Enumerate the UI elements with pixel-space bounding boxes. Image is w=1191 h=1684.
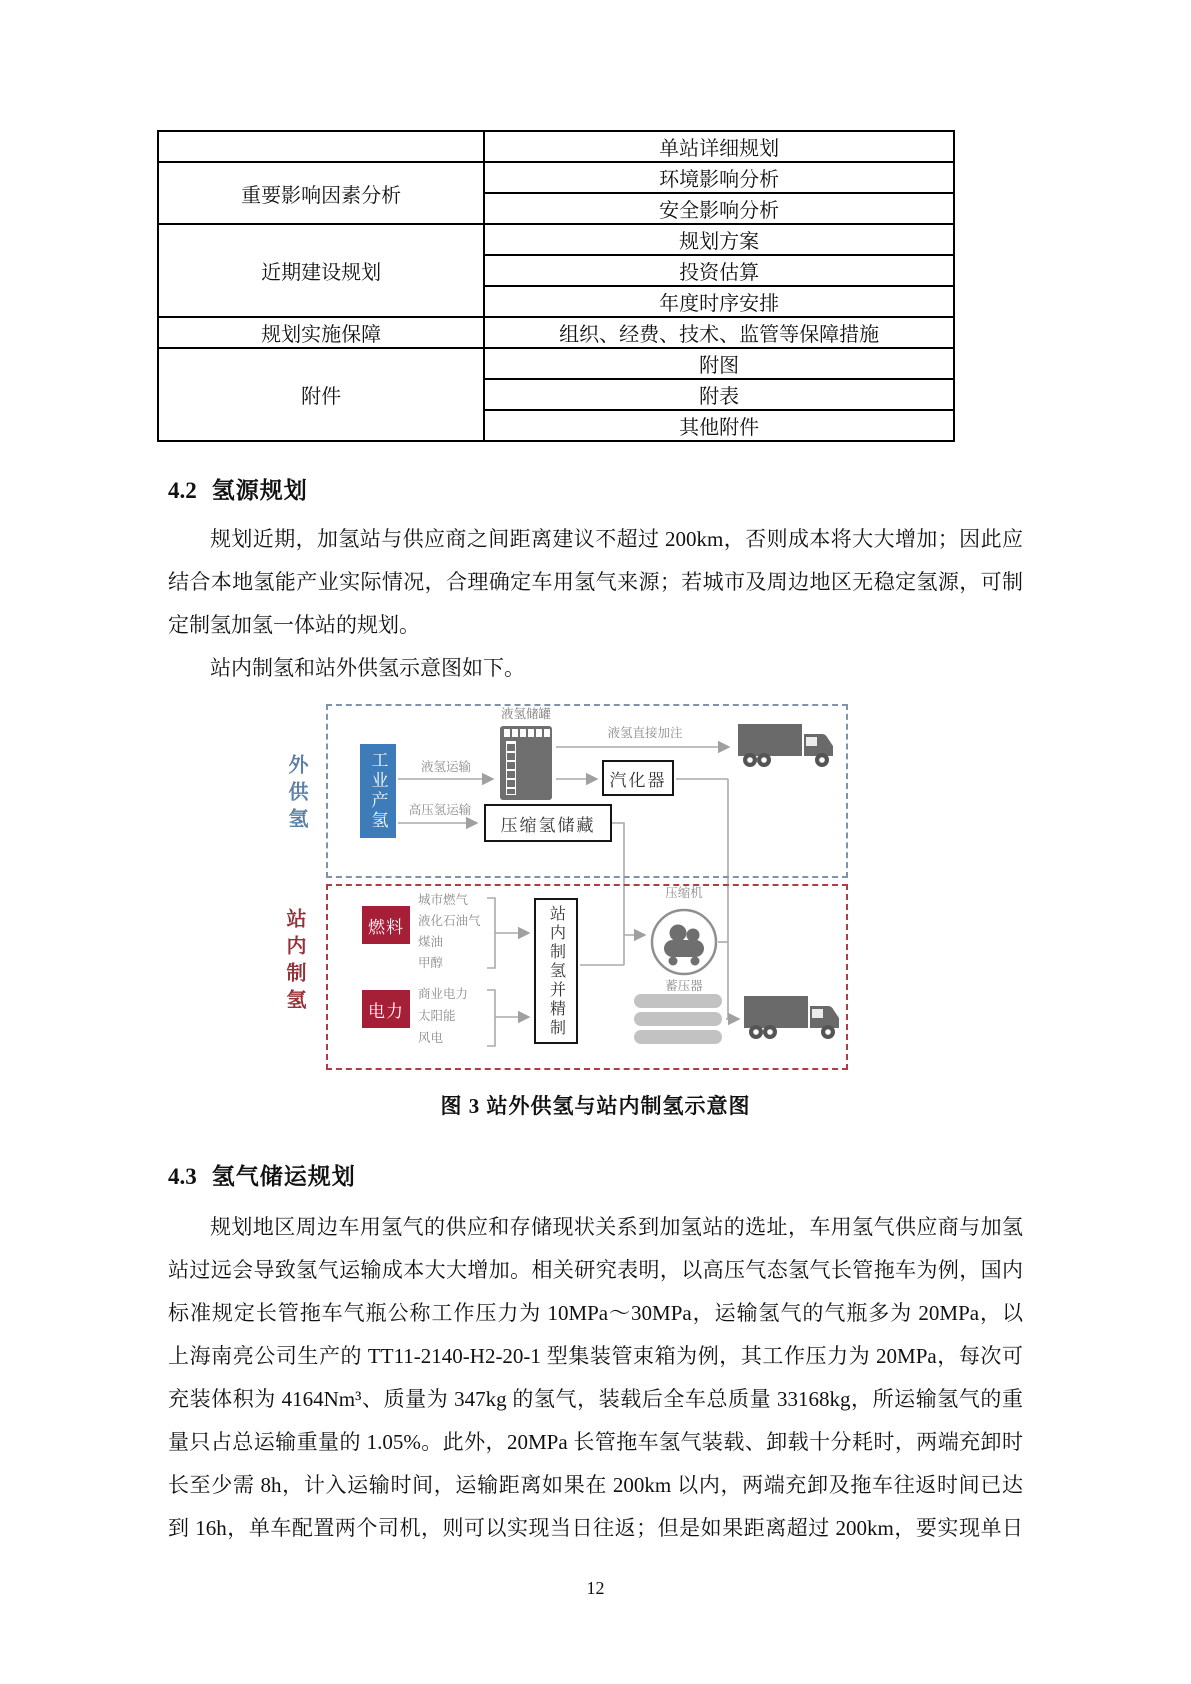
paragraph-line: 站内制氢和站外供氢示意图如下。 <box>210 656 525 680</box>
table-cell: 年度时序安排 <box>484 286 954 317</box>
fuel-box: 燃料 <box>362 906 410 944</box>
hydrogen-supply-diagram <box>278 702 878 1074</box>
power-item: 太阳能 <box>418 1009 456 1023</box>
paragraph-line: 站过远会导致氢气运输成本大大增加。相关研究表明，以高压气态氢气长管拖车为例，国内 <box>168 1258 1023 1282</box>
table-cell <box>158 131 484 162</box>
outline-table <box>157 130 955 442</box>
table-cell: 近期建设规划 <box>158 224 484 317</box>
offsite-supply-label: 外供氢 <box>285 754 307 835</box>
section-number: 4.3 <box>168 1164 197 1189</box>
section-4-2-heading <box>168 472 1023 506</box>
paragraph-line: 规划地区周边车用氢气的供应和存储现状关系到加氢站的选址，车用氢气供应商与加氢 <box>210 1215 1023 1239</box>
table-cell: 规划实施保障 <box>158 317 484 348</box>
power-item: 风电 <box>418 1031 444 1045</box>
truck-icon <box>736 718 840 774</box>
figure-3 <box>168 702 1023 1120</box>
direct-fill-label: 液氢直接加注 <box>607 726 683 740</box>
table-cell: 重要影响因素分析 <box>158 162 484 224</box>
liquid-transport-label: 液氢运输 <box>420 760 471 774</box>
section-4-3-heading <box>168 1158 1023 1192</box>
liquid-hydrogen-tank-icon <box>500 726 552 800</box>
paragraph-line: 长至少需 8h，计入运输时间，运输距离如果在 200km 以内，两端充卸及拖车往返时间已达 <box>168 1473 1023 1497</box>
section-4-2-paragraph <box>168 518 1023 690</box>
tank-label: 液氢储罐 <box>500 707 551 721</box>
fuel-item: 甲醇 <box>418 956 444 970</box>
paragraph-line: 上海南亮公司生产的 TT11-2140-H2-20-1 型集装管束箱为例，其工作压力为 20MPa，每次可 <box>168 1344 1023 1368</box>
paragraph-line: 定制氢加氢一体站的规划。 <box>168 613 420 637</box>
hp-transport-label: 高压氢运输 <box>408 803 472 817</box>
table-row <box>158 317 954 348</box>
table-row <box>158 162 954 193</box>
section-number: 4.2 <box>168 478 197 503</box>
section-title: 氢源规划 <box>211 478 308 503</box>
paragraph-line: 量只占总运输重量的 1.05%。此外，20MPa 长管拖车氢气装载、卸载十分耗时，两端充卸时 <box>168 1430 1023 1454</box>
paragraph-line: 标准规定长管拖车气瓶公称工作压力为 10MPa～30MPa，运输氢气的气瓶多为 20MPa，以 <box>168 1301 1023 1325</box>
section-4-3-paragraph <box>168 1206 1023 1550</box>
onsite-reformer-box: 站内制氢并精制 <box>534 898 578 1044</box>
table-row <box>158 348 954 379</box>
paragraph-line: 到 16h，单车配置两个司机，则可以实现当日往返；但是如果距离超过 200km，要实现单日 <box>168 1516 1023 1540</box>
table-row <box>158 224 954 255</box>
vaporizer-box: 汽化器 <box>602 760 674 796</box>
table-cell: 其他附件 <box>484 410 954 441</box>
table-cell: 组织、经费、技术、监管等保障措施 <box>484 317 954 348</box>
compressor-icon <box>648 906 720 978</box>
fuel-item: 煤油 <box>418 935 444 949</box>
truck-icon <box>742 990 846 1046</box>
table-cell: 投资估算 <box>484 255 954 286</box>
industrial-hydrogen-box: 工业产氢 <box>360 744 396 838</box>
onsite-production-label: 站内制氢 <box>283 908 305 1016</box>
page-content <box>168 130 1023 1550</box>
paragraph-line: 规划近期，加氢站与供应商之间距离建议不超过 200km，否则成本将大大增加；因此应 <box>210 527 1023 551</box>
accumulator-icon <box>634 1012 722 1026</box>
table-cell: 规划方案 <box>484 224 954 255</box>
accumulator-icon <box>634 994 722 1008</box>
compressed-storage-box: 压缩氢储藏 <box>484 804 612 842</box>
fuel-item: 城市燃气 <box>418 893 469 907</box>
table-cell: 环境影响分析 <box>484 162 954 193</box>
accumulator-icon <box>634 1030 722 1044</box>
paragraph-line: 结合本地氢能产业实际情况，合理确定车用氢气来源；若城市及周边地区无稳定氢源，可制 <box>168 570 1023 594</box>
paragraph-line: 充装体积为 4164Nm³、质量为 347kg 的氢气，装载后全车总质量 33168kg，所运输氢气的重 <box>168 1387 1023 1411</box>
accumulator-label: 蓄压器 <box>665 979 703 993</box>
power-box: 电力 <box>362 990 410 1028</box>
table-cell: 附表 <box>484 379 954 410</box>
figure-caption: 图 3 站外供氢与站内制氢示意图 <box>440 1094 751 1118</box>
table-cell: 安全影响分析 <box>484 193 954 224</box>
table-cell: 附图 <box>484 348 954 379</box>
table-row <box>158 131 954 162</box>
fuel-item: 液化石油气 <box>418 914 481 928</box>
page-number: 12 <box>586 1578 605 1598</box>
section-title: 氢气储运规划 <box>211 1164 356 1189</box>
table-cell: 附件 <box>158 348 484 441</box>
compressor-label: 压缩机 <box>665 886 703 900</box>
table-cell: 单站详细规划 <box>484 131 954 162</box>
power-item: 商业电力 <box>418 987 469 1001</box>
